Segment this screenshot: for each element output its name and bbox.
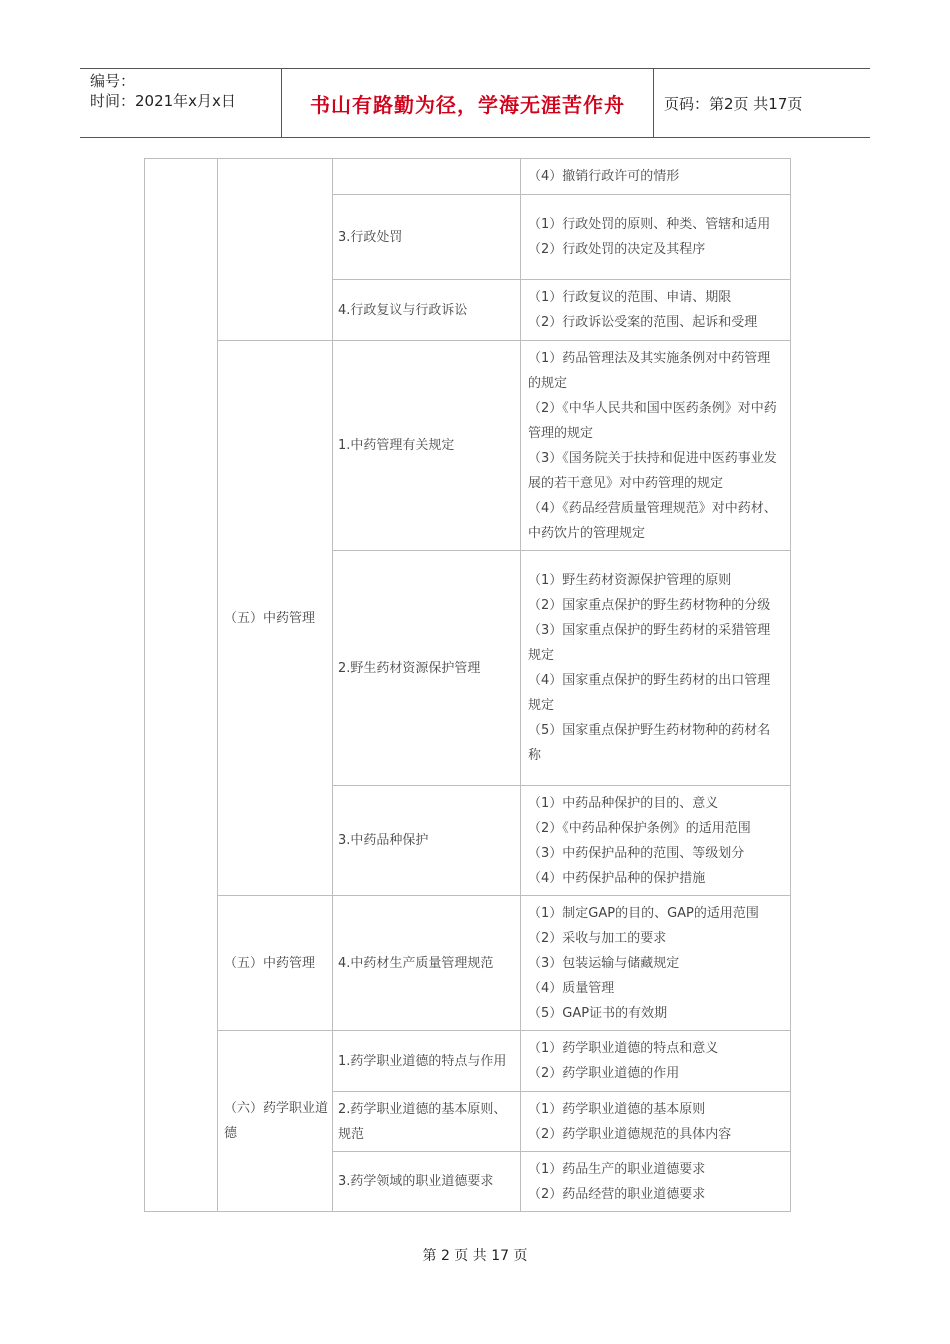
point-text: （2）药学职业道德规范的具体内容 (528, 1126, 732, 1142)
point-text: （1）行政处罚的原则、种类、管辖和适用 (528, 217, 771, 232)
point-text: （1）制定GAP的目的、GAP的适用范围 (528, 905, 759, 921)
points-cell (521, 1031, 791, 1091)
item-label: 3.中药品种保护 (338, 833, 429, 848)
points-cell (521, 280, 791, 340)
point-text: （3）包装运输与储藏规定 (528, 955, 680, 971)
page-header (80, 68, 870, 138)
point-text: （4）中药保护品种的保护措施 (528, 870, 706, 886)
point-text: （2）《中华人民共和国中医药条例》对中药管理的规定 (528, 400, 777, 441)
item-label: 1.中药管理有关规定 (338, 438, 455, 453)
item-cell (333, 896, 520, 1030)
header-page-number: 页码：第2页 共17页 (664, 94, 803, 113)
header-motto: 书山有路勤为径，学海无涯苦作舟 (310, 92, 625, 117)
item-cell (333, 1092, 520, 1151)
point-text: （1）药学职业道德的基本原则 (528, 1101, 706, 1117)
points-cell (521, 1152, 791, 1211)
point-text: （2）采收与加工的要求 (528, 930, 667, 946)
point-text: （2）《中药品种保护条例》的适用范围 (528, 820, 751, 836)
item-label: 3.行政处罚 (338, 229, 403, 245)
points-cell (521, 896, 791, 1030)
point-text: （4）国家重点保护的野生药材的出口管理规定 (528, 673, 771, 713)
points-cell (521, 159, 791, 194)
item-cell (333, 551, 520, 785)
document-date: 时间：2021年x月x日 (90, 92, 236, 110)
header-motto-cell (282, 69, 654, 137)
item-cell (333, 786, 520, 895)
document-number: 编号： (90, 72, 136, 90)
header-page-info (654, 69, 870, 137)
point-text: （1）药品管理法及其实施条例对中药管理的规定 (528, 350, 771, 391)
item-label: 4.行政复议与行政诉讼 (338, 302, 468, 318)
item-cell (333, 195, 520, 279)
point-text: （4）《药品经营质量管理规范》对中药材、中药饮片的管理规定 (528, 500, 777, 541)
point-text: （1）野生药材资源保护管理的原则 (528, 573, 732, 588)
item-cell (333, 280, 520, 340)
section-label: （五）中药管理 (224, 955, 316, 971)
header-meta (80, 69, 282, 137)
section-label: （五）中药管理 (224, 610, 316, 626)
point-text: （3）国家重点保护的野生药材的采猎管理规定 (528, 623, 771, 663)
item-label: 4.中药材生产质量管理规范 (338, 955, 494, 971)
item-cell (333, 341, 520, 550)
points-cell (521, 786, 791, 895)
point-text: （5）国家重点保护野生药材物种的药材名称 (528, 723, 771, 763)
item-label: 1.药学职业道德的特点与作用 (338, 1053, 507, 1069)
section-cell (218, 341, 332, 895)
points-cell (521, 1092, 791, 1151)
point-text: （3）中药保护品种的范围、等级划分 (528, 845, 745, 861)
section-cell (218, 896, 332, 1030)
point-text: （2）药品经营的职业道德要求 (528, 1186, 706, 1202)
point-text: （2）国家重点保护的野生药材物种的分级 (528, 598, 771, 613)
point-text: （2）药学职业道德的作用 (528, 1066, 680, 1081)
points-cell (521, 341, 791, 550)
item-cell (333, 1031, 520, 1091)
point-text: （1）行政复议的范围、申请、期限 (528, 290, 732, 305)
point-text: （3）《国务院关于扶持和促进中医药事业发展的若干意见》对中药管理的规定 (528, 450, 777, 491)
point-text: （2）行政处罚的决定及其程序 (528, 242, 706, 257)
item-label: 3.药学领域的职业道德要求 (338, 1174, 494, 1189)
point-text: （4）撤销行政许可的情形 (528, 169, 680, 184)
page-footer: 第 2 页 共 17 页 (422, 1248, 528, 1264)
syllabus-table (144, 158, 791, 1212)
point-text: （5）GAP证书的有效期 (528, 1005, 668, 1021)
points-cell (521, 195, 791, 279)
section-cell (218, 1031, 332, 1211)
point-text: （1）药品生产的职业道德要求 (528, 1161, 706, 1177)
point-text: （1）中药品种保护的目的、意义 (528, 795, 719, 811)
section-label: （六）药学职业道德 (224, 1101, 329, 1141)
item-label: 2.药学职业道德的基本原则、规范 (338, 1101, 507, 1142)
points-cell (521, 551, 791, 785)
point-text: （1）药学职业道德的特点和意义 (528, 1041, 719, 1056)
point-text: （4）质量管理 (528, 980, 615, 996)
item-cell (333, 1152, 520, 1211)
point-text: （2）行政诉讼受案的范围、起诉和受理 (528, 315, 758, 330)
item-label: 2.野生药材资源保护管理 (338, 660, 481, 676)
